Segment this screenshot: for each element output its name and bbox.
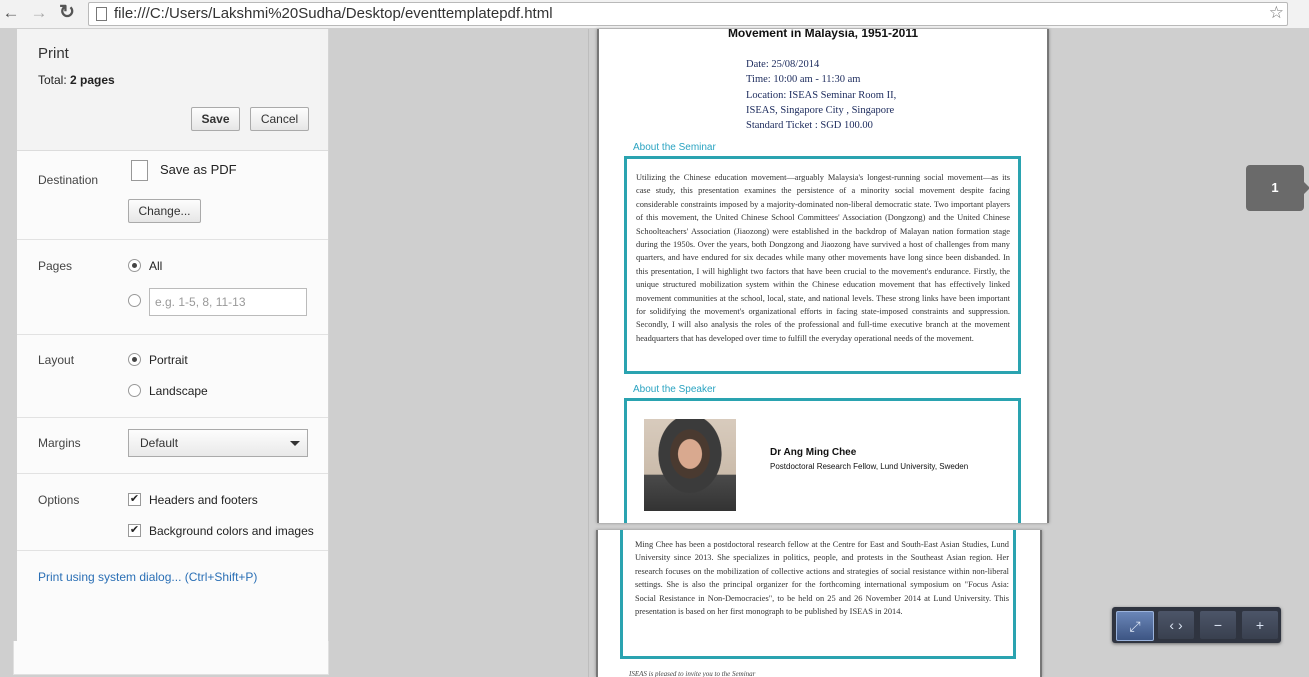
browser-toolbar xyxy=(0,0,1309,29)
print-settings-panel xyxy=(17,29,329,641)
options-section xyxy=(17,474,328,551)
seminar-text: Utilizing the Chinese education movement—arguably Malaysia's longest-running social movement—as its case study, this presentation examines the persistence of a minority social movement despite facing considerable constraints imposed by a majority-dominated non-liberal democratic state. Two important players of this movement, the United Chinese School Committees' Association (Dongzong) and the United Chinese Schoolteachers' Association (Jiaozong) were established in the backdrop of Malayan nation formation stage during the 1950s. Over the years, both Dongzong and Jiaozong have survived a host of challenges from many quarters, and have endured for six decades while many other movements have long since been disbanded. In this presentation, I will highlight two factors that have been crucial to the movement's endurance. Firstly, the unique structured mobilization system within the Chinese education movement that has effectively linked movement communities at the school, local, state, and national levels. These strong links have been important for solidifying the movement's organizational efforts in facing state-imposed constraints and suppression. Secondly, I will also analysis the roles of the professional and full-time executive branch at the movement headquarters that has developed over time to fulfill the everyday operational needs of the movement. xyxy=(636,173,1010,343)
landscape-radio[interactable] xyxy=(128,384,141,397)
reload-icon[interactable]: ↻ xyxy=(59,2,75,23)
dropdown-arrow-icon xyxy=(290,441,300,446)
pages-all-label: All xyxy=(149,259,163,273)
speaker-box xyxy=(624,398,1021,523)
preview-page-1 xyxy=(597,29,1049,523)
layout-label: Layout xyxy=(38,353,75,367)
pages-range-input[interactable] xyxy=(149,288,307,316)
invitation-note: ISEAS is pleased to invite you to the Seminar xyxy=(629,670,756,677)
pages-all-radio[interactable] xyxy=(128,259,141,272)
url-text[interactable]: file:///C:/Users/Lakshmi%20Sudha/Desktop/eventtemplatepdf.html xyxy=(114,5,553,22)
seminar-box xyxy=(624,156,1021,374)
event-title: Movement in Malaysia, 1951-2011 xyxy=(727,29,919,40)
page-number-indicator: 1 xyxy=(1246,165,1304,211)
zoom-in-icon[interactable]: + xyxy=(1242,611,1278,639)
destination-section xyxy=(17,151,328,240)
event-time: Time: 10:00 am - 11:30 am xyxy=(746,74,861,86)
event-location-line2: ISEAS, Singapore City , Singapore xyxy=(746,104,895,116)
bookmark-star-icon[interactable]: ☆ xyxy=(1268,3,1284,22)
print-title: Print xyxy=(38,45,69,62)
speaker-photo xyxy=(644,419,736,511)
headers-footers-label: Headers and footers xyxy=(149,493,258,507)
cancel-button[interactable]: Cancel xyxy=(250,107,309,131)
preview-divider xyxy=(588,29,589,677)
pages-custom-radio[interactable] xyxy=(128,294,141,307)
total-label: Total: xyxy=(38,73,67,87)
event-details xyxy=(746,57,896,133)
destination-label: Destination xyxy=(38,173,99,187)
system-dialog-link[interactable]: Print using system dialog... (Ctrl+Shift+P) xyxy=(38,570,258,584)
page-icon xyxy=(96,7,107,21)
margins-value: Default xyxy=(140,436,179,450)
about-seminar-heading: About the Seminar xyxy=(633,142,716,153)
print-header xyxy=(17,29,328,151)
event-ticket: Standard Ticket : SGD 100.00 xyxy=(746,120,873,132)
fit-to-width-icon[interactable]: ‹ › xyxy=(1158,611,1194,639)
pages-range-placeholder: e.g. 1-5, 8, 11-13 xyxy=(155,295,246,309)
event-location-line1: Location: ISEAS Seminar Room II, xyxy=(746,89,897,101)
pages-section xyxy=(17,240,328,335)
total-pages xyxy=(38,73,115,87)
margins-select[interactable] xyxy=(128,429,308,457)
portrait-label: Portrait xyxy=(149,353,188,367)
pages-label: Pages xyxy=(38,259,73,273)
zoom-toolbar xyxy=(1112,607,1281,643)
layout-section xyxy=(17,335,328,418)
destination-value: Save as PDF xyxy=(160,162,237,177)
save-button[interactable]: Save xyxy=(191,107,240,131)
landscape-label: Landscape xyxy=(149,384,208,398)
preview-page-2 xyxy=(596,530,1042,677)
background-graphics-checkbox[interactable]: ✔ xyxy=(129,524,140,536)
pdf-file-icon xyxy=(131,160,148,181)
change-destination-button[interactable]: Change... xyxy=(128,199,201,223)
margins-label: Margins xyxy=(38,436,81,450)
speaker-role: Postdoctoral Research Fellow, Lund University, Sweden xyxy=(770,462,969,471)
total-value: 2 pages xyxy=(70,73,115,87)
about-speaker-heading: About the Speaker xyxy=(633,384,716,395)
speaker-name: Dr Ang Ming Chee xyxy=(770,447,857,458)
headers-footers-checkbox[interactable]: ✔ xyxy=(129,493,140,505)
event-date: Date: 25/08/2014 xyxy=(746,59,820,70)
fit-to-page-icon[interactable]: ⤢ xyxy=(1116,611,1154,641)
zoom-out-icon[interactable]: − xyxy=(1200,611,1236,639)
speaker-bio-box xyxy=(620,530,1016,659)
options-label: Options xyxy=(38,493,80,507)
address-bar[interactable] xyxy=(88,2,1288,26)
speaker-bio-text: Ming Chee has been a postdoctoral research fellow at the Centre for East and South-East Asian Studies, Lund University since 2013. She specializes in politics, people, and protests in the Southeast Asian region. Her research focuses on the mobilization of collective actions and strategies of social resistance within non-liberal settings. She is also the principal organizer for the forthcoming international symposium on "Focus Asia: Social Resistance in Non-Democracies", to be held on 25 and 26 November 2014 at Lund University. This presentation is based on her first monograph to be published by ISEAS in 2014. xyxy=(635,540,1009,617)
sidebar-footer xyxy=(13,641,329,675)
margins-section xyxy=(17,418,328,474)
forward-arrow-icon[interactable]: → xyxy=(30,3,48,22)
back-arrow-icon[interactable]: ← xyxy=(2,3,20,22)
portrait-radio[interactable] xyxy=(128,353,141,366)
background-graphics-label: Background colors and images xyxy=(149,524,314,538)
